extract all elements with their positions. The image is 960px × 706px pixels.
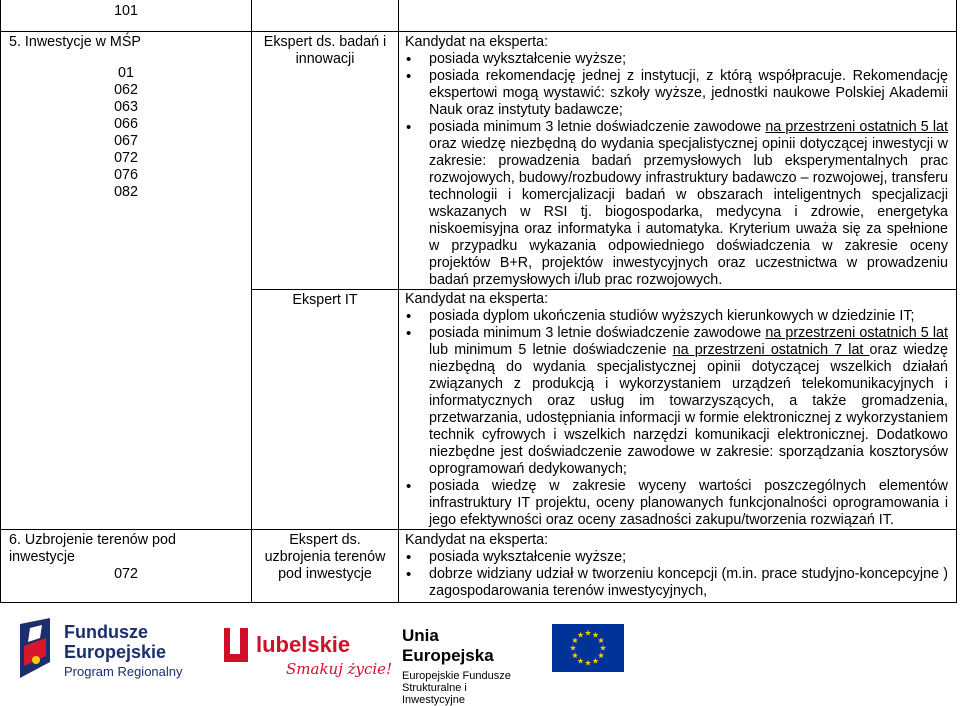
list-item: • posiada rekomendację jednej z instytucji, z którą współpracuje. Rekomendację ekspertowi mogą wystawić: szkoły wyższe, jednostki naukowe Polskiej Akademii Nauk oraz instytuty badawcze;	[429, 68, 948, 119]
requirements-list	[399, 308, 956, 529]
candidate-lead: Kandydat na eksperta:	[405, 34, 549, 50]
list-item: • dobrze widziany udział w tworzeniu koncepcji (m.in. prace studyjno-koncepcyjne ) zagospodarowania terenów inwestycyjnych,	[429, 566, 948, 600]
eu-flag-icon	[552, 624, 624, 672]
requirements-list	[399, 51, 956, 289]
list-item: • posiada wykształcenie wyższe;	[429, 51, 948, 68]
section5-heading: 5. Inwestycje w MŚP	[9, 34, 141, 50]
expert-requirements	[399, 290, 957, 530]
section5-codes: 01 062 063 066 067 072 076 082	[114, 65, 138, 200]
list-item: • posiada minimum 3 letnie doświadczenie zawodowe na przestrzeni ostatnich 5 lat oraz wiedzę niezbędną do wydania specjalistycznej opinii dotyczącej inwestycji w zakresie: prowadzenia badań przemysłowych lub eksperymentalnych prac rozwojowych, budowy/rozbudowy infrastruktury badawczo – rozwojowej, transferu technologii i komercjalizacji badań w obszarach inteligentnych specjalizacji wskazanych w RSI tj. biogospodarka, medycyna i zdrowie, energetyka niskoemisyjna oraz informatyka i automatyka. Kryterium uważa się za spełnione w przypadku wykazania odpowiedniego doświadczenia w zakresie oceny projektów B+R, projektów inwestycyjnych oraz uczestnictwa w prowadzeniu badań przemysłowych i/lub prac rozwojowych.	[429, 119, 948, 289]
expert-type: Ekspert IT	[252, 290, 399, 530]
section5-cell	[1, 32, 252, 530]
ue-line1: Unia Europejska	[402, 626, 494, 665]
expert-requirements	[399, 530, 957, 603]
fe-line3: Program Regionalny	[64, 664, 183, 679]
fe-line1: Fundusze	[64, 622, 148, 642]
list-item: • posiada wykształcenie wyższe;	[429, 549, 948, 566]
candidate-lead: Kandydat na eksperta:	[405, 291, 549, 307]
lub-name: lubelskie	[256, 632, 351, 657]
ue-line3: Strukturalne i Inwestycyjne	[402, 682, 467, 706]
ue-line2: Europejskie Fundusze	[402, 670, 511, 682]
requirements-list	[399, 549, 956, 600]
candidate-lead: Kandydat na eksperta:	[405, 532, 549, 548]
table-row	[1, 530, 957, 603]
lub-slogan: Smakuj życie!	[286, 660, 393, 678]
fe-star-icon	[32, 656, 40, 664]
list-item: • posiada dyplom ukończenia studiów wyższych kierunkowych w dziedzinie IT;	[429, 308, 948, 325]
expert-type: Ekspert ds. badań i innowacji	[252, 32, 399, 290]
fe-line2: Europejskie	[64, 642, 167, 662]
fundusze-europejskie-logo	[16, 616, 216, 682]
list-item: • posiada wiedzę w zakresie wyceny wartości poszczególnych elementów infrastruktury IT projektu, oceny planowanych funkcjonalności oprogramowania i jego efektywności oraz oceny zasadności zakupu/tworzenia rozwiązań IT.	[429, 478, 948, 529]
lub-mark-cut	[230, 628, 240, 654]
footer-logos	[0, 612, 960, 706]
table-row	[1, 0, 957, 32]
ue-text-block	[402, 626, 532, 706]
section6-code: 072	[114, 566, 138, 582]
list-item: • posiada minimum 3 letnie doświadczenie zawodowe na przestrzeni ostatnich 5 lat lub minimum 5 letnie doświadczenie na przestrzeni ostatnich 7 lat oraz wiedzę niezbędną do wydania specjalistycznej opinii dotyczącej wszelkich działań związanych z produkcją i wykorzystaniem urządzeń telekomunikacyjnych i informatycznych oraz usług im towarzyszących, a także gromadzenia, przetwarzania, udostępniania informacji w formie elektronicznej z wykorzystaniem technik cyfrowych i wszelkich narzędzi komunikacji elektronicznej. Dodatkowo niezbędne jest doświadczenie zawodowe w zakresie: sporządzania kosztorysów oprogramowań dedykowanych;	[429, 325, 948, 478]
expert-type: Ekspert ds. uzbrojenia terenów pod inwestycje	[252, 530, 399, 603]
section6-heading: 6. Uzbrojenie terenów pod inwestycje	[9, 532, 176, 565]
lubelskie-logo	[224, 622, 394, 682]
expert-requirements	[399, 32, 957, 290]
section6-cell	[1, 530, 252, 603]
table-row	[1, 32, 957, 290]
top-row-number: 101	[1, 0, 252, 32]
